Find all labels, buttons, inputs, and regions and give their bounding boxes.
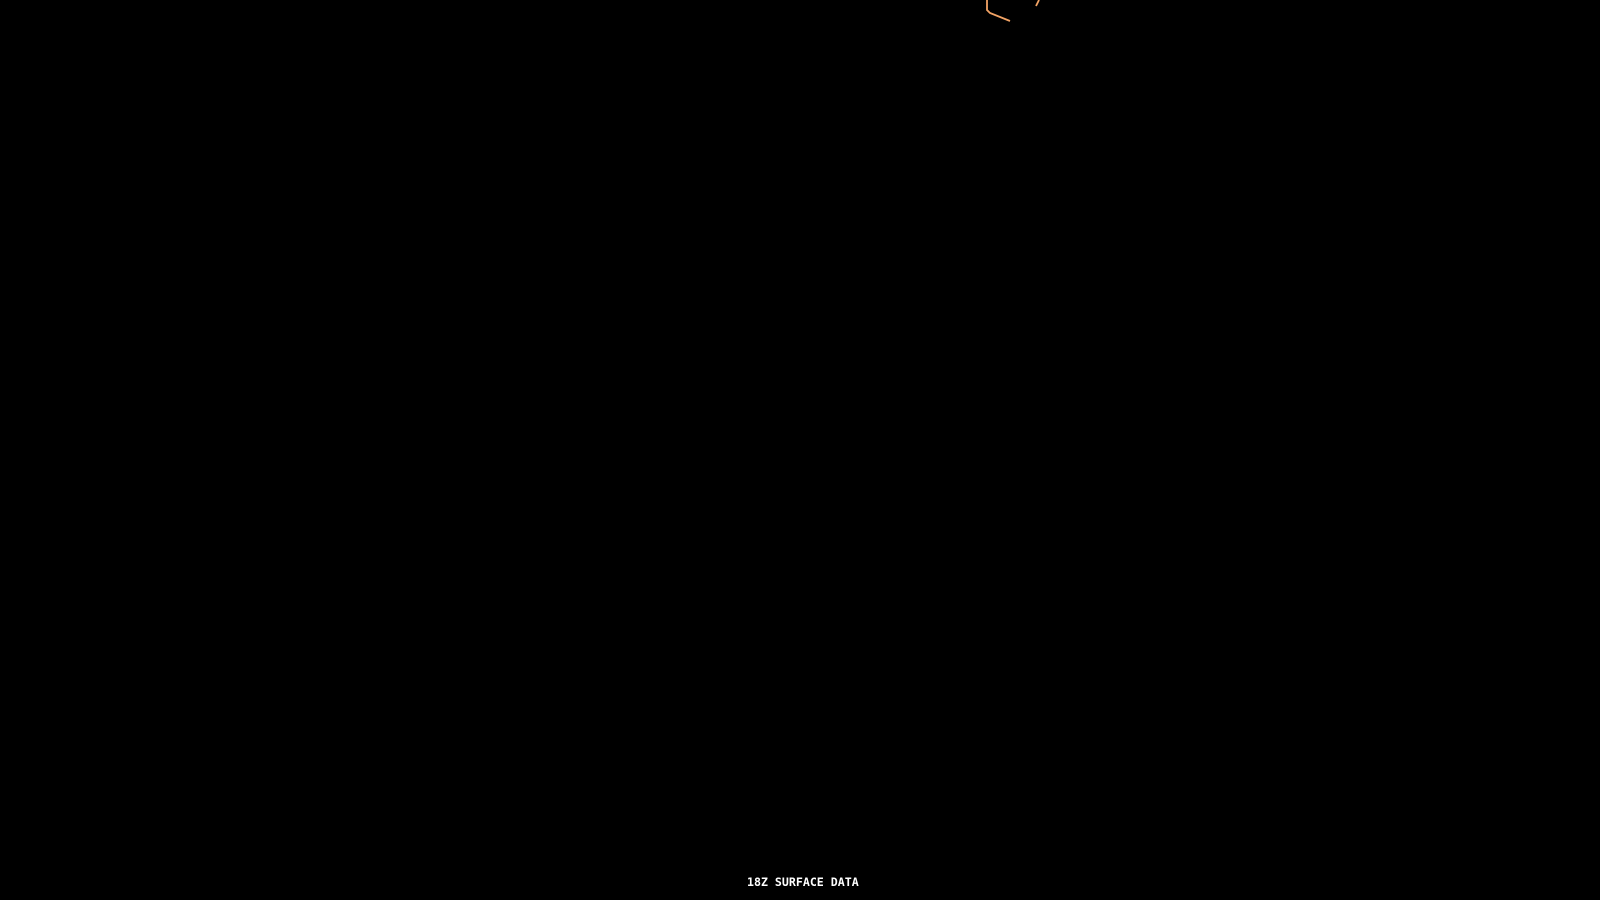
front-line-segment-left [987,0,1010,21]
caption-surface-data: 18Z SURFACE DATA [747,875,859,889]
front-line-segment-right [1036,0,1039,6]
